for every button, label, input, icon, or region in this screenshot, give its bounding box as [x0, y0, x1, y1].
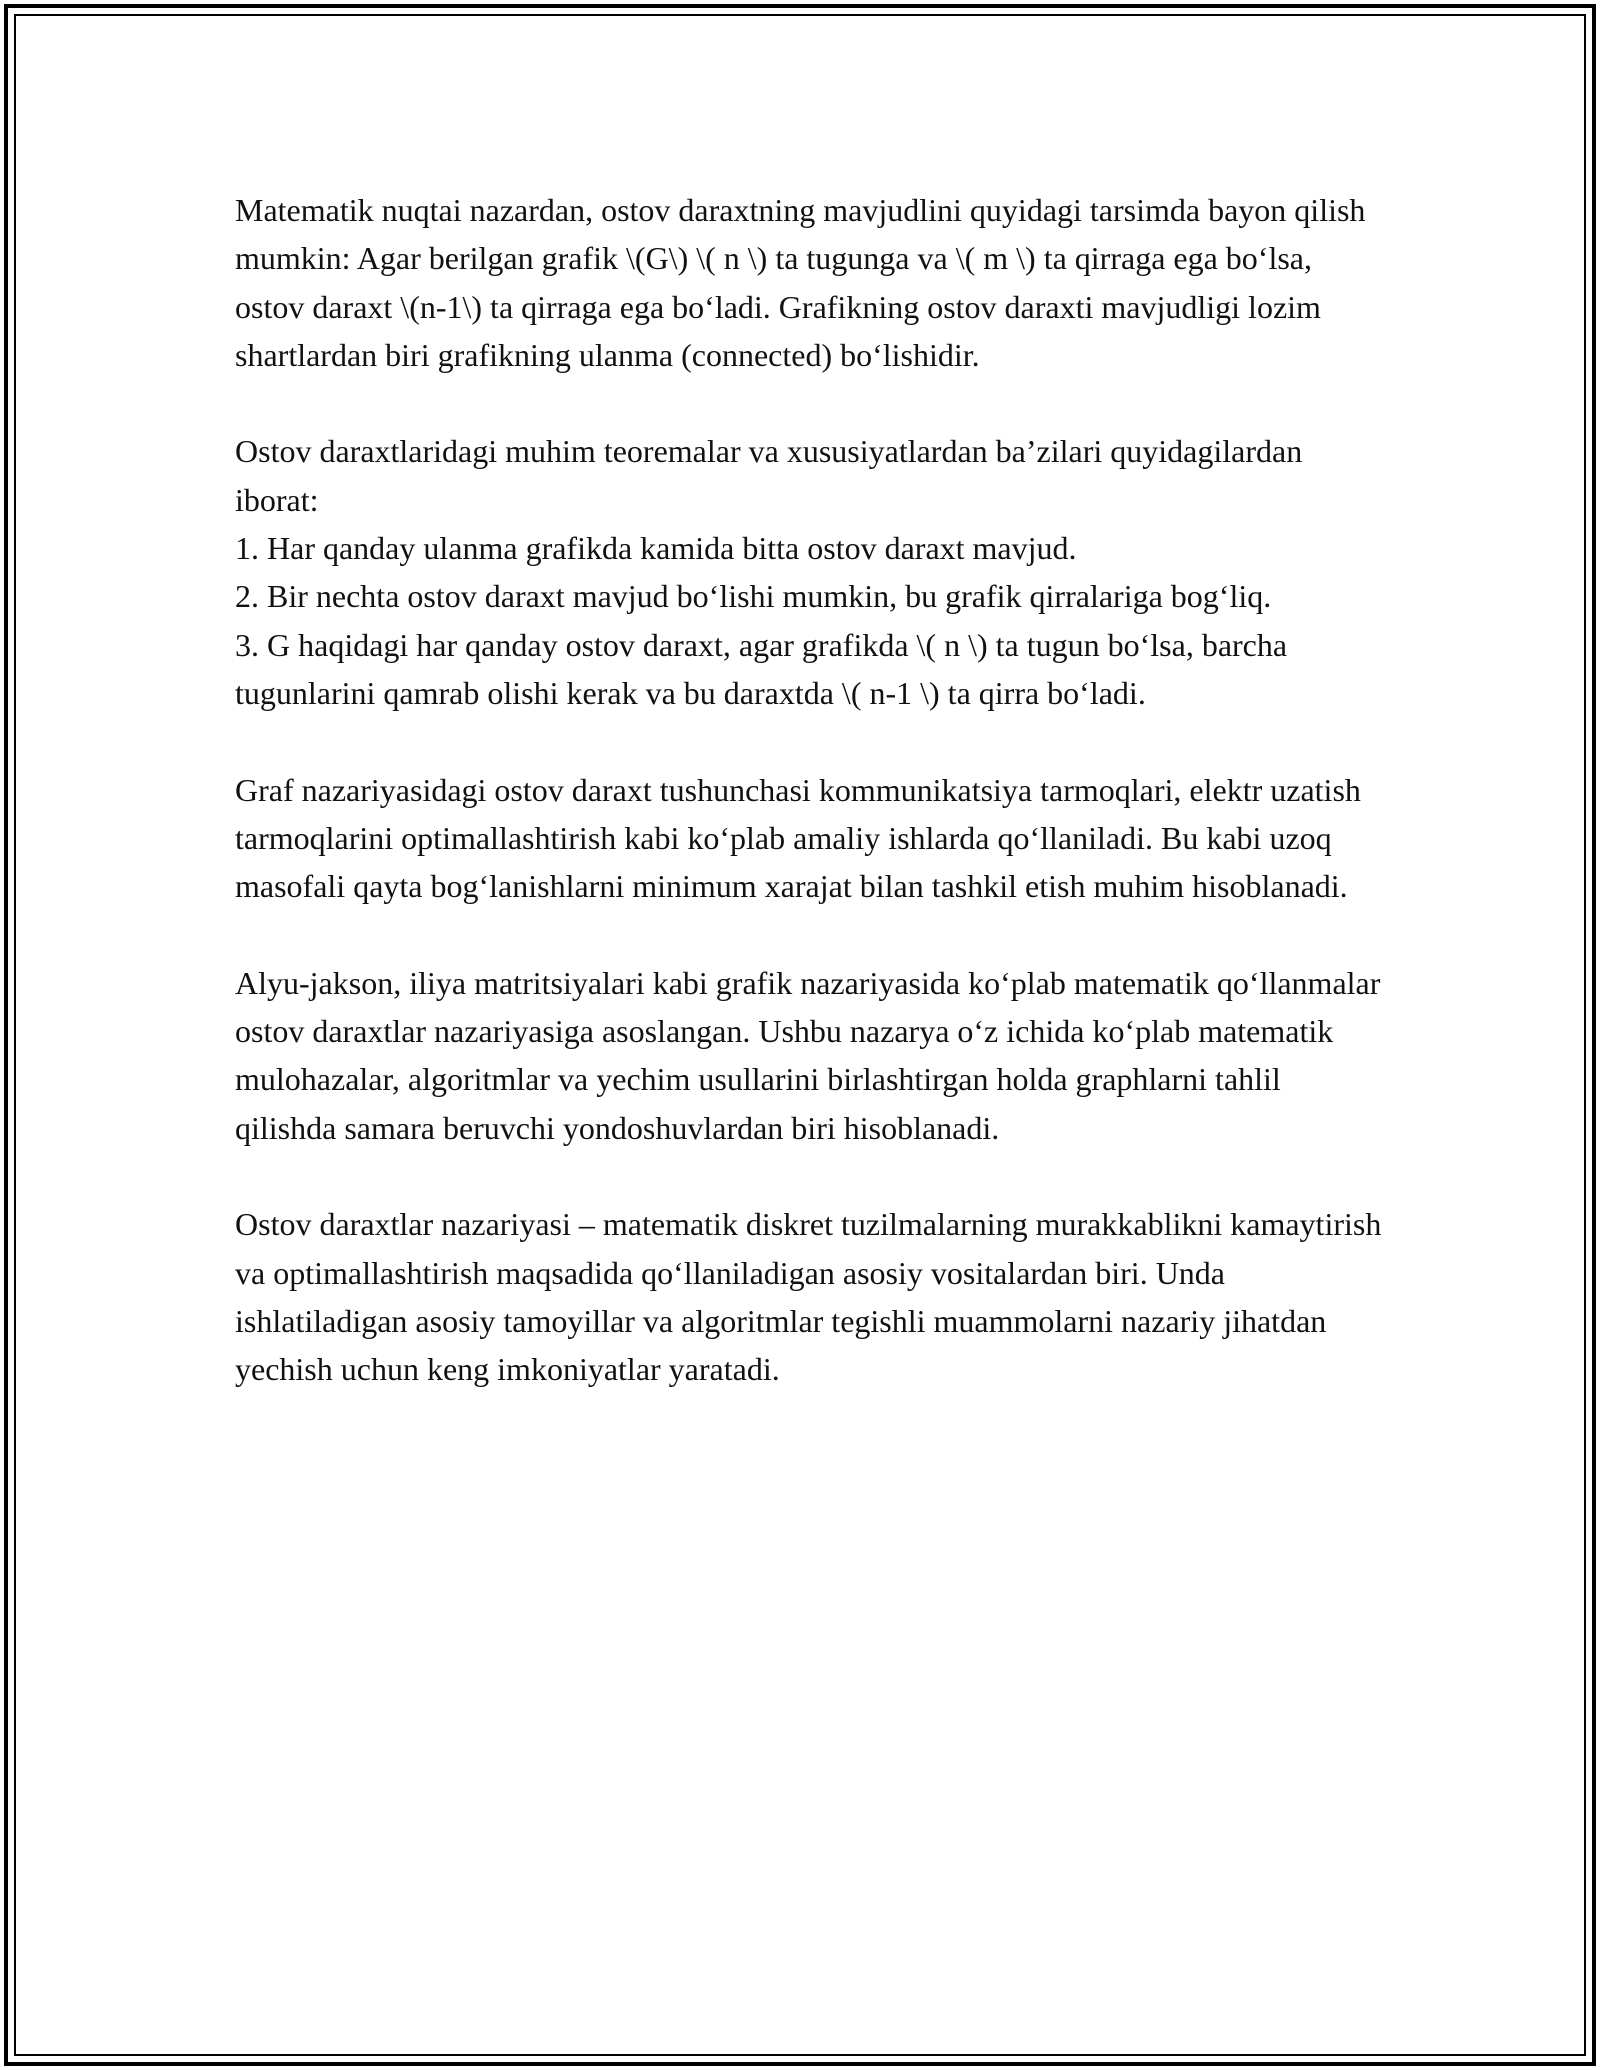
theorems-intro: Ostov daraxtlaridagi muhim teoremalar va xususiyatlardan ba’zilari quyidagilardan iborat:	[235, 433, 1303, 518]
paragraph-theorems	[235, 427, 1385, 717]
paragraph-definition: Matematik nuqtai nazardan, ostov daraxtning mavjudlini quyidagi tarsimda bayon qilish mumkin: Agar berilgan grafik \(G\) \( n \) ta tugunga va \( m \) ta qirraga ega bo‘lsa, ostov daraxt \(n-1\) ta qirraga ega bo‘ladi. Grafikning ostov daraxti mavjudligi lozim shartlardan biri grafikning ulanma (connected) bo‘lishidir.	[235, 192, 1366, 373]
paragraph-matrices: Alyu-jakson, iliya matritsiyalari kabi grafik nazariyasida ko‘plab matematik qo‘llanmalar ostov daraxtlar nazariyasiga asoslangan. Ushbu nazarya o‘z ichida ko‘plab matematik mulohazalar, algoritmlar va yechim usullarini birlashtirgan holda graphlarni tahlil qilishda samara beruvchi yondoshuvlardan biri hisoblanadi.	[235, 964, 1381, 1146]
theorem-item-3: 3. G haqidagi har qanday ostov daraxt, agar grafikda \( n \) ta tugun bo‘lsa, barcha tugunlarini qamrab olishi kerak va bu daraxtda \( n-1 \) ta qirra bo‘ladi.	[235, 626, 1288, 711]
theorem-item-1: 1. Har qanday ulanma grafikda kamida bitta ostov daraxt mavjud.	[235, 530, 1077, 567]
paragraph-conclusion: Ostov daraxtlar nazariyasi – matematik diskret tuzilmalarning murakkablikni kamaytirish va optimallashtirish maqsadida qo‘llaniladigan asosiy vositalardan biri. Unda ishlatiladigan asosiy tamoyillar va algoritmlar tegishli muammolarni nazariy jihatdan yechish uchun keng imkoniyatlar yaratadi.	[235, 1206, 1382, 1388]
theorem-item-2: 2. Bir nechta ostov daraxt mavjud bo‘lishi mumkin, bu grafik qirralariga bog‘liq.	[235, 578, 1272, 615]
document-body	[235, 186, 1385, 1442]
paragraph-applications: Graf nazariyasidagi ostov daraxt tushunchasi kommunikatsiya tarmoqlari, elektr uzatish tarmoqlarini optimallashtirish kabi ko‘plab amaliy ishlarda qo‘llaniladi. Bu kabi uzoq masofali qayta bog‘lanishlarni minimum xarajat bilan tashkil etish muhim hisoblanadi.	[235, 771, 1361, 905]
